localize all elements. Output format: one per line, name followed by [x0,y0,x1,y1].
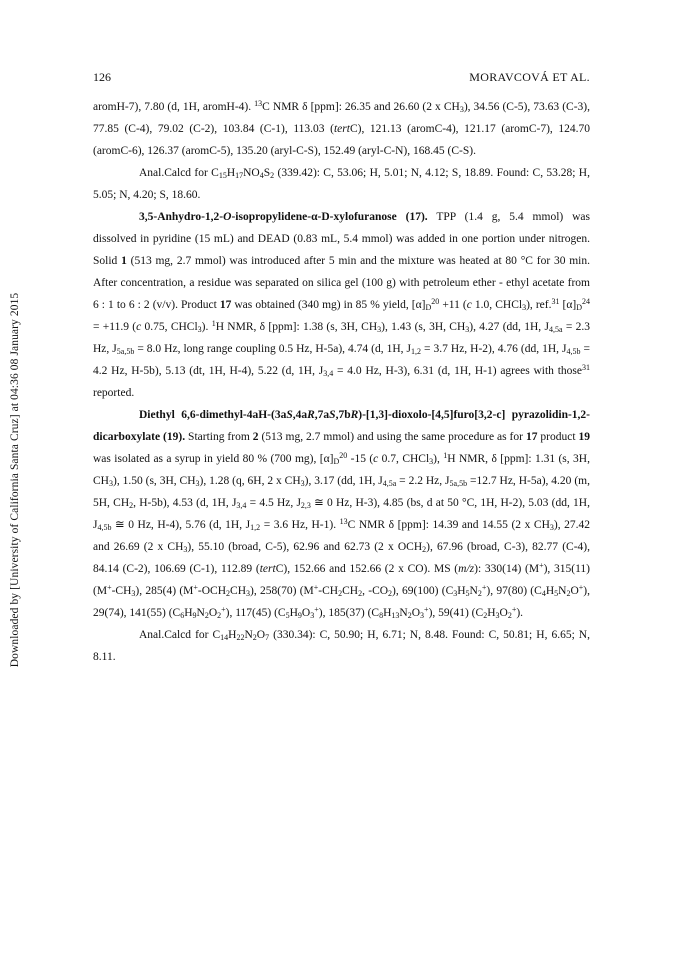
paragraph-analysis-2: Anal.Calcd for $C_{14}H_{22}N_2O_7$ (330.34): C, 50.90; H, 6.71; N, 8.48. Found: C, 50.81; H, 6.65; N, 8.11. [93,629,590,663]
page-number: 126 [93,70,111,84]
download-notice-text: Downloaded by [University of California Santa Cruz] at 04:36 08 January 2015 [9,292,21,668]
article-body [93,96,590,668]
compound-19-title: Diethyl 6,6-dimethyl-4aH-(3aS,4aR,7aS,7bR)-[1,3]-dioxolo-[4,5]furo[3,2-c] pyrazolidin-1,2-dicarboxylate (19). [93,409,591,443]
paragraph-compound-19: Diethyl 6,6-dimethyl-4aH-(3aS,4aR,7aS,7bR)-[1,3]-dioxolo-[4,5]furo[3,2-c] pyrazolidin-1,2-dicarboxylate (19). Starting from 2 (513 mg, 2.7 mmol) and using the same procedure as for 17 product 19 was isolated as a syrup in yield 80 % (700 mg), $[\alpha]_D^{20}$ -15 (c 0.7, CHCl$_3$), $^1$H NMR, δ [ppm]: 1.31 (s, 3H, $CH_3$), 1.50 (s, 3H, $CH_3$), 1.28 (q, 6H, 2 x $CH_3$), 3.17 (dd, 1H, $J_{4,5a} = 2.2$ Hz, $J_{5a,5b} =12.7$ Hz, H-5a), 4.20 (m, 5H, $CH_2$, H-5b), 4.53 (d, 1H, $J_{3,4} = 4.5$ Hz, $J_{2,3}$ ≅ 0 Hz, H-3), 4.85 (bs, d at 50 °C, 1H, H-2), 5.03 (dd, 1H, $J_{4,5b}$ ≅ 0 Hz, H-4), 5.76 (d, 1H, $J_{1,2} = 3.6$ Hz, H-1). $^{13}$C NMR δ [ppm]: 14.39 and 14.55 (2 x $CH_3$), 27.42 and 26.69 (2 x $CH_3$), 55.10 (broad, C-5), 62.96 and 62.73 (2 x $OCH_2$), 67.96 (broad, C-3), 82.77 (C-4), 84.14 (C-2), 106.69 (C-1), 112.89 (tertC), 152.66 and 152.66 (2 x CO). MS (m/z): 330(14) (M+), 315(11) $(M^+-CH_3)$, 285(4) $(M^+-OCH_2CH_3)$, 258(70) ($M^+-CH_2CH_2$, $-CO_2$), 69(100) $(C_3H_5N_2^+)$, 97(80) $(C_4H_5N_2O^+)$, 29(74), 141(55) $(C_6H_9N_2O_2^+)$, 117(45) $(C_5H_9O_3^+)$, 185(37) $(C_8H_{13}N_2O_3^+)$, 59(41) $(C_2H_3O_2^+)$. [93,409,591,620]
compound-17-title: 3,5-Anhydro-1,2-O-isopropylidene-α-D-xylofuranose (17). [139,211,428,223]
paragraph-nmr-continuation: aromH-7), 7.80 (d, 1H, aromH-4). $^{13}$C NMR δ [ppm]: 26.35 and 26.60 (2 x $CH_3$), 34.56 (C-5), 73.63 (C-3), 77.85 (C-4), 79.02 (C-2), 103.84 (C-1), 113.03 (tertC), 121.13 (aromC-4), 121.17 (aromC-7), 124.70 (aromC-6), 126.37 (aromC-5), 135.20 (aryl-C-S), 152.49 (aryl-C-N), 168.45 (C-S). [93,99,591,157]
page-header [93,70,590,86]
download-notice [4,230,26,730]
running-head: MORAVCOVÁ ET AL. [469,70,590,84]
paragraph-compound-17: 3,5-Anhydro-1,2-O-isopropylidene-α-D-xylofuranose (17). TPP (1.4 g, 5.4 mmol) was dissolved in pyridine (15 mL) and DEAD (0.83 mL, 5.4 mmol) was added in one portion under nitrogen. Solid 1 (513 mg, 2.7 mmol) was introduced after 5 min and the mixture was heated at 80 °C for 30 min. After concentration, a residue was separated on silica gel (100 g) with petroleum ether - ethyl acetate from 6 : 1 to 6 : 2 (v/v). Product 17 was obtained (340 mg) in 85 % yield, $[\alpha]_D^{20} +11$ (c 1.0, CHCl$_3$), ref.$^{31}$ $[\alpha]_D^{24} = +11.9$ (c 0.75, CHCl$_3$). $^1$H NMR, δ [ppm]: 1.38 (s, 3H, $CH_3$), 1.43 (s, 3H, $CH_3$), 4.27 (dd, 1H, $J_{4,5a} = 2.3$ Hz, $J_{5a,5b} = 8.0$ Hz, long range coupling 0.5 Hz, H-5a), 4.74 (d, 1H, $J_{1,2} = 3.7$ Hz, H-2), 4.76 (dd, 1H, $J_{4,5b} = 4.2$ Hz, H-5b), 5.13 (dt, 1H, H-4), 5.22 (d, 1H, $J_{3,4} = 4.0$ Hz, H-3), 6.31 (d, 1H, H-1) agrees with those$^{31}$ reported. [93,211,591,399]
paragraph-analysis-1: Anal.Calcd for $C_{15}H_{17}NO_4S_2$ (339.42): C, 53.06; H, 5.01; N, 4.12; S, 18.89. Found: C, 53.28; H, 5.05; N, 4.20; S, 18.60. [93,167,590,201]
